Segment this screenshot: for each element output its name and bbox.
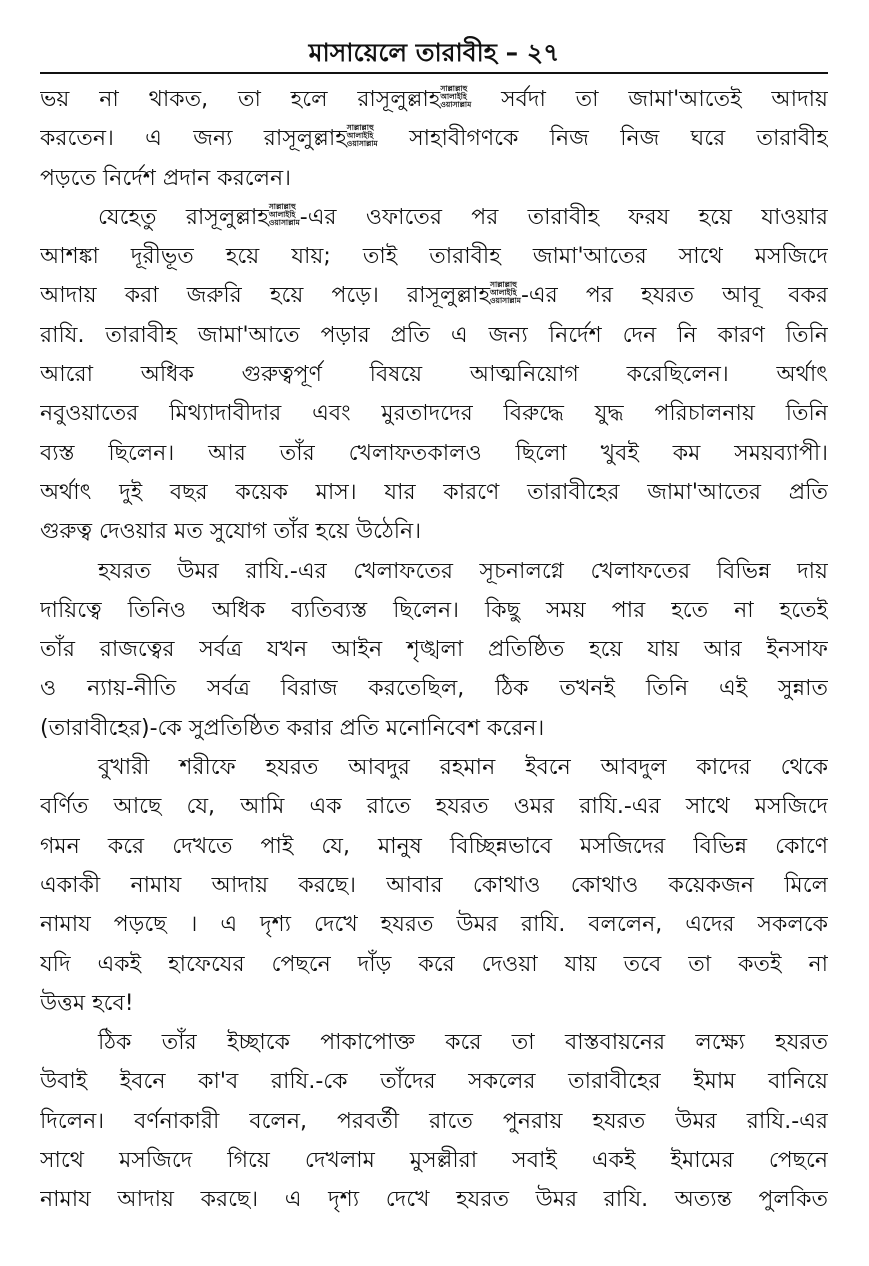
text-line: নামায আদায় করছে। এ দৃশ্য দেখে হযরত উমর রাযি. অত্যন্ত পুলকিত [40,1187,828,1213]
body-text [40,80,828,1220]
text-line: দিলেন। বর্ণনাকারী বলেন, পরবর্তী রাতে পুনরায় হযরত উমর রাযি.-এর [40,1108,828,1134]
text-line: যদি একই হাফেযের পেছনে দাঁড় করে দেওয়া যায় তবে তা কতই না [40,951,828,977]
text-line: ও ন্যায়-নীতি সর্বত্র বিরাজ করতেছিল, ঠিক তখনই তিনি এই সুন্নাত [40,676,828,702]
text-line: তাঁর রাজত্বের সর্বত্র যখন আইন শৃঙ্খলা প্রতিষ্ঠিত হয়ে যায় আর ইনসাফ [40,637,828,663]
page-header: মাসায়েলে তারাবীহ – ২৭ [308,38,560,67]
text-line: গুরুত্ব দেওয়ার মত সুযোগ তাঁর হয়ে উঠেনি। [40,519,422,545]
text-line: উবাই ইবনে কা'ব রাযি.-কে তাঁদের সকলের তারাবীহের ইমাম বানিয়ে [40,1069,828,1095]
salutation-symbol: সাল্লাল্লাহু আলাইহি ওয়াসাল্লাম [440,84,472,109]
text-line: বুখারী শরীফে হযরত আবদুর রহমান ইবনে আবদুল কাদের থেকে [98,755,828,781]
text-line: একাকী নামায আদায় করছে। আবার কোথাও কোথাও কয়েকজন মিলে [40,872,828,898]
text-line: আদায় করা জরুরি হয়ে পড়ে। রাসূলুল্লাহ সাল্লাল্লাহু আলাইহি ওয়াসাল্লাম -এর পর হযরত আবূ বকর [40,280,828,309]
text-line: নামায পড়ছে । এ দৃশ্য দেখে হযরত উমর রাযি. বললেন, এদের সকলকে [40,912,828,938]
text-line: রাযি. তারাবীহ জামা'আতে পড়ার প্রতি এ জন্য নির্দেশ দেন নি কারণ তিনি [40,322,828,348]
text-line: উত্তম হবে! [40,990,134,1016]
salutation-symbol: সাল্লাল্লাহু আলাইহি ওয়াসাল্লাম [490,280,521,306]
text-line: হযরত উমর রাযি.-এর খেলাফতের সূচনালগ্নে খেলাফতের বিভিন্ন দায় [98,558,828,584]
text-line: ব্যস্ত ছিলেন। আর তাঁর খেলাফতকালও ছিলো খুবই কম সময়ব্যাপী। [40,440,828,466]
salutation-symbol: সাল্লাল্লাহু আলাইহি ওয়াসাল্লাম [268,201,300,227]
text-line: গমন করে দেখতে পাই যে, মানুষ বিচ্ছিন্নভাবে মসজিদের বিভিন্ন কোণে [40,833,828,859]
text-line: অর্থাৎ দুই বছর কয়েক মাস। যার কারণে তারাবীহের জামা'আতের প্রতি [40,479,828,505]
text-line: আরো অধিক গুরুত্বপূর্ণ বিষয়ে আত্মনিয়োগ করেছিলেন। অর্থাৎ [40,362,828,388]
header-rule [40,72,828,74]
text-line: ঠিক তাঁর ইচ্ছাকে পাকাপোক্ত করে তা বাস্তবায়নের লক্ষ্যে হযরত [98,1030,828,1056]
text-line: সাথে মসজিদে গিয়ে দেখলাম মুসল্লীরা সবাই একই ইমামের পেছনে [40,1148,828,1174]
text-line: পড়তে নির্দেশ প্রদান করলেন। [40,165,292,191]
text-line: (তারাবীহের)-কে সুপ্রতিষ্ঠিত করার প্রতি মনোনিবেশ করেন। [40,715,545,741]
text-line: নবুওয়াতের মিথ্যাদাবীদার এবং মুরতাদদের বিরুদ্ধে যুদ্ধ পরিচালনায় তিনি [40,401,828,427]
text-line: করতেন। এ জন্য রাসূলুল্লাহ সাল্লাল্লাহু আলাইহি ওয়াসাল্লাম সাহাবীগণকে নিজ নিজ ঘরে তারাবীহ [40,123,828,152]
text-line: আশঙ্কা দূরীভূত হয়ে যায়; তাই তারাবীহ জামা'আতের সাথে মসজিদে [40,244,828,270]
text-line: যেহেতু রাসূলুল্লাহ সাল্লাল্লাহু আলাইহি ওয়াসাল্লাম -এর ওফাতের পর তারাবীহ ফরয হয়ে যাওয়ার [98,201,828,230]
text-line: দায়িত্বে তিনিও অধিক ব্যতিব্যস্ত ছিলেন। কিছু সময় পার হতে না হতেই [40,597,828,623]
salutation-symbol: সাল্লাল্লাহু আলাইহি ওয়াসাল্লাম [346,123,378,149]
text-line: বর্ণিত আছে যে, আমি এক রাতে হযরত ওমর রাযি.-এর সাথে মসজিদে [40,794,828,820]
text-line: ভয় না থাকত, তা হলে রাসূলুল্লাহ সাল্লাল্লাহু আলাইহি ওয়াসাল্লাম সর্বদা তা জামা'আতেই আদায় [40,84,828,112]
